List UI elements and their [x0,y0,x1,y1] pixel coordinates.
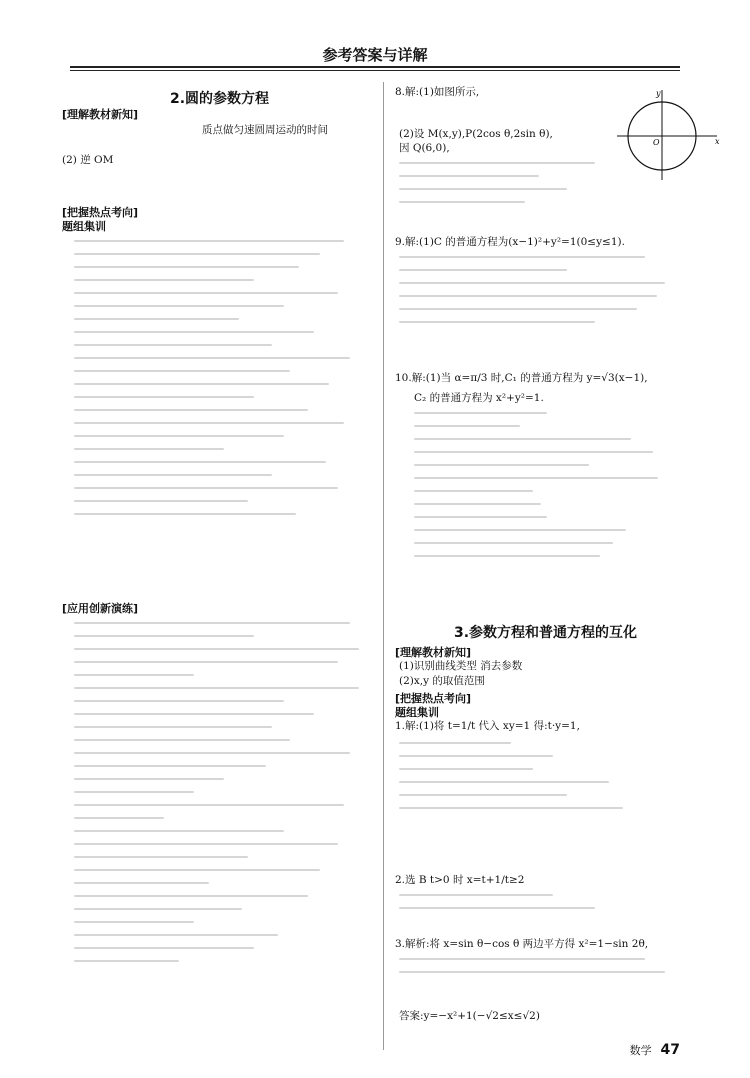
right-solution-block-1 [399,162,679,214]
item-9: 9.解:(1)C 的普通方程为(x−1)²+y²=1(0≤y≤1). [395,236,625,248]
q3-final-answer: 答案:y=−x²+1(−√2≤x≤√2) [399,1010,540,1022]
item-8-b: (2)设 M(x,y),P(2cos θ,2sin θ), [399,128,553,140]
tag-group-training-2: 题组集训 [395,706,439,719]
left-solution-block-1 [74,240,374,526]
page-footer [630,1042,680,1058]
right-solution-block-6 [399,958,679,984]
left-solution-block-2 [74,622,374,973]
header-rule [70,66,680,68]
tag-group-training: 题组集训 [62,220,106,233]
tag-applied-practice: [应用创新演练] [62,602,139,615]
footer-label: 数学 [629,1044,652,1057]
tag-hot-topics-2: [把握热点考向] [395,692,472,705]
q1-answer: 1.解:(1)将 t=1/t 代入 xy=1 得:t·y=1, [395,720,580,732]
tag-hot-topics: [把握热点考向] [62,206,139,219]
header-rule-thin [70,70,680,71]
tag-understand-new-knowledge: [理解教材新知] [62,108,139,121]
new-knowledge-1: (1)识别曲线类型 消去参数 [399,660,523,672]
tag-understand-new-knowledge-2: [理解教材新知] [395,646,472,659]
page-number: 47 [660,1042,680,1058]
answer-line-2: (2) 逆 OM [62,154,114,166]
right-solution-block-2 [399,256,679,334]
item-10-c: C₂ 的普通方程为 x²+y²=1. [414,392,544,404]
right-solution-block-4 [399,742,679,820]
section-title-circle-parametric: 2.圆的参数方程 [170,91,270,107]
item-8-intro: 8.解:(1)如图所示, [395,86,480,98]
item-10: 10.解:(1)当 α=π/3 时,C₁ 的普通方程为 y=√3(x−1), [395,372,648,384]
item-8-c: 因 Q(6,0), [399,142,450,154]
svg-text:y: y [656,89,661,98]
svg-text:O: O [653,138,660,147]
answer-line-1: 质点做匀速圆周运动的时间 [202,124,328,136]
svg-text:x: x [715,137,720,146]
right-solution-block-3 [414,412,679,568]
page-header: 参考答案与详解 [322,46,428,64]
new-knowledge-2: (2)x,y 的取值范围 [399,675,485,687]
q2-answer: 2.选 B t>0 时 x=t+1/t≥2 [395,874,525,886]
right-solution-block-5 [399,894,679,920]
q3-answer: 3.解析:将 x=sin θ−cos θ 两边平方得 x²=1−sin 2θ, [395,938,649,950]
column-divider [383,82,384,1050]
section-title-parametric-conversion: 3.参数方程和普通方程的互化 [454,625,638,641]
